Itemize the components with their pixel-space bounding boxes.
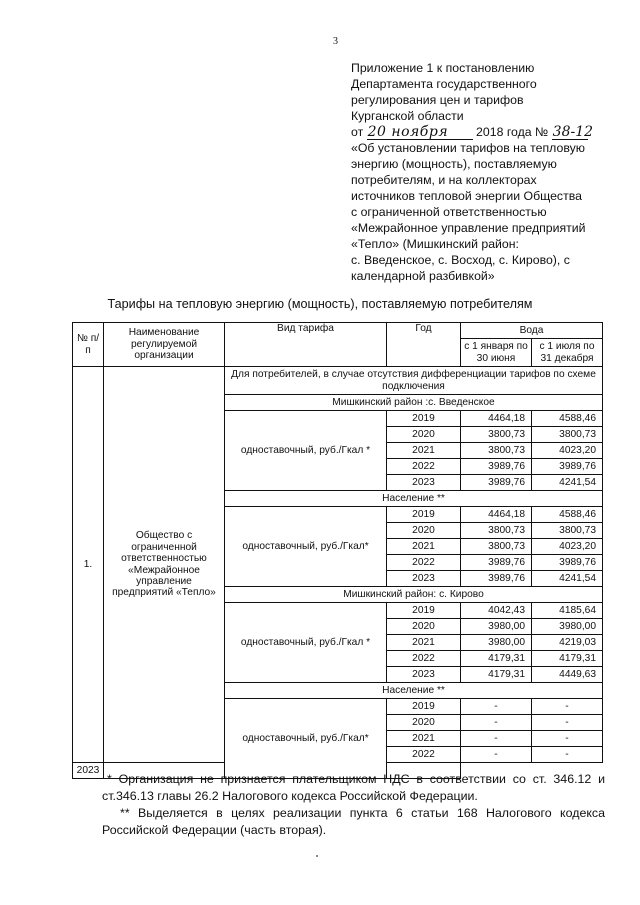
- year-cell: 2022: [387, 747, 461, 763]
- year-cell: 2019: [387, 507, 461, 523]
- appendix-body-line: «Об установлении тарифов на тепловую: [351, 141, 585, 155]
- value-cell: 4464,18: [461, 507, 532, 523]
- year-cell: 2019: [387, 699, 461, 715]
- appendix-body-line: с. Введенское, с. Восход, с. Кирово), с: [351, 253, 570, 267]
- year-cell: 2021: [387, 635, 461, 651]
- value-cell: 3989,76: [461, 459, 532, 475]
- value-cell: 3989,76: [461, 475, 532, 491]
- appendix-body-line: с ограниченной ответственностью: [351, 205, 547, 219]
- value-cell: 3989,76: [532, 459, 603, 475]
- header-period-1: с 1 января по 30 июня: [461, 339, 532, 367]
- value-cell: 3980,00: [461, 619, 532, 635]
- year-cell: 2020: [387, 427, 461, 443]
- page-number: 3: [333, 36, 338, 47]
- header-water: Вода: [461, 323, 603, 339]
- value-cell: -: [461, 699, 532, 715]
- value-cell: 4241,54: [532, 475, 603, 491]
- year-cell: 2023: [387, 475, 461, 491]
- footnotes: [102, 771, 605, 839]
- year-cell: 2022: [387, 651, 461, 667]
- section-consumers: Для потребителей, в случае отсутствия дифференциации тарифов по схеме подключения: [225, 367, 603, 395]
- value-cell: 4023,20: [532, 443, 603, 459]
- value-cell: -: [461, 747, 532, 763]
- value-cell: 4241,54: [532, 571, 603, 587]
- appendix-line: регулирования цен и тарифов: [351, 93, 524, 107]
- scan-speck: [316, 855, 318, 857]
- value-cell: 4464,18: [461, 411, 532, 427]
- section-kirovo: Мишкинский район: с. Кирово: [225, 587, 603, 603]
- header-org: Наименование регулируемой организации: [104, 323, 225, 367]
- value-cell: 3800,73: [532, 427, 603, 443]
- tariff-type: одноставочный, руб./Гкал *: [225, 603, 387, 683]
- value-cell: 3989,76: [532, 555, 603, 571]
- appendix-header: [351, 60, 613, 284]
- appendix-body-line: «Тепло» (Мишкинский район:: [351, 237, 519, 251]
- value-cell: 4185,64: [532, 603, 603, 619]
- value-cell: 4588,46: [532, 411, 603, 427]
- footnote-population: ** Выделяется в целях реализации пункта 6 статьи 168 Налогового кодекса Российской Федерации (часть вторая).: [102, 806, 605, 837]
- tariff-table: [72, 322, 603, 779]
- year-cell: 2020: [387, 619, 461, 635]
- appendix-body-line: календарной разбивкой»: [351, 269, 495, 283]
- table-title: Тарифы на тепловую энергию (мощность), поставляемую потребителям: [107, 297, 533, 311]
- year-cell: 2023: [387, 667, 461, 683]
- year-text: 2018 года №: [476, 125, 549, 139]
- appendix-body-line: энергию (мощность), поставляемую: [351, 157, 557, 171]
- org-name: Общество с ограниченной ответственностью «Межрайонное управление предприятий «Тепло»: [104, 367, 225, 763]
- year-cell: 2020: [387, 715, 461, 731]
- year-cell: 2022: [387, 555, 461, 571]
- appendix-line: Приложение 1 к постановлению: [351, 61, 535, 75]
- year-cell: 2021: [387, 731, 461, 747]
- value-cell: 4179,31: [461, 651, 532, 667]
- value-cell: 4023,20: [532, 539, 603, 555]
- value-cell: -: [532, 699, 603, 715]
- value-cell: -: [461, 715, 532, 731]
- year-cell: 2022: [387, 459, 461, 475]
- value-cell: -: [532, 715, 603, 731]
- year-cell: 2023: [73, 763, 104, 779]
- tariff-type: одноставочный, руб./Гкал*: [225, 699, 387, 779]
- from-label: от: [351, 125, 364, 139]
- tariff-type: одноставочный, руб./Гкал*: [225, 507, 387, 587]
- value-cell: 3980,00: [532, 619, 603, 635]
- value-cell: 3980,00: [461, 635, 532, 651]
- header-year: Год: [387, 323, 461, 367]
- value-cell: 3800,73: [461, 523, 532, 539]
- header-period-2: с 1 июля по 31 декабря: [532, 339, 603, 367]
- value-cell: 4179,31: [532, 651, 603, 667]
- value-cell: 4042,43: [461, 603, 532, 619]
- value-cell: 3800,73: [461, 443, 532, 459]
- handwritten-number: 38-12: [552, 124, 594, 140]
- appendix-body-line: источников тепловой энергии Общества: [351, 189, 582, 203]
- tariff-type: одноставочный, руб./Гкал *: [225, 411, 387, 491]
- appendix-line: Курганской области: [351, 109, 464, 123]
- value-cell: 3800,73: [461, 539, 532, 555]
- appendix-body-line: потребителям, и на коллекторах: [351, 173, 537, 187]
- value-cell: 3989,76: [461, 571, 532, 587]
- year-cell: 2021: [387, 539, 461, 555]
- section-population: Население **: [225, 491, 603, 507]
- year-cell: 2019: [387, 411, 461, 427]
- year-cell: 2021: [387, 443, 461, 459]
- appendix-date-line: [351, 124, 613, 140]
- value-cell: 3800,73: [461, 427, 532, 443]
- value-cell: -: [532, 731, 603, 747]
- value-cell: -: [532, 747, 603, 763]
- appendix-line: Департамента государственного: [351, 77, 537, 91]
- value-cell: 3800,73: [532, 523, 603, 539]
- value-cell: 4219,03: [532, 635, 603, 651]
- value-cell: 4588,46: [532, 507, 603, 523]
- header-num: № п/п: [73, 323, 104, 367]
- value-cell: 4449,63: [532, 667, 603, 683]
- value-cell: -: [461, 731, 532, 747]
- header-type: Вид тарифа: [225, 323, 387, 367]
- value-cell: 4179,31: [461, 667, 532, 683]
- appendix-body-line: «Межрайонное управление предприятий: [351, 221, 586, 235]
- value-cell: 3989,76: [461, 555, 532, 571]
- year-cell: 2019: [387, 603, 461, 619]
- handwritten-date: 20 ноября: [367, 125, 473, 140]
- footnote-vat: * Организация не признается плательщиком НДС в соответствии со ст. 346.12 и ст.346.13 главы 26.2 Налогового кодекса Российской Федерации.: [102, 772, 605, 803]
- section-population: Население **: [225, 683, 603, 699]
- section-vvedenskoe: Мишкинский район :с. Введенское: [225, 395, 603, 411]
- year-cell: 2023: [387, 571, 461, 587]
- row-number: 1.: [73, 367, 104, 763]
- year-cell: 2020: [387, 523, 461, 539]
